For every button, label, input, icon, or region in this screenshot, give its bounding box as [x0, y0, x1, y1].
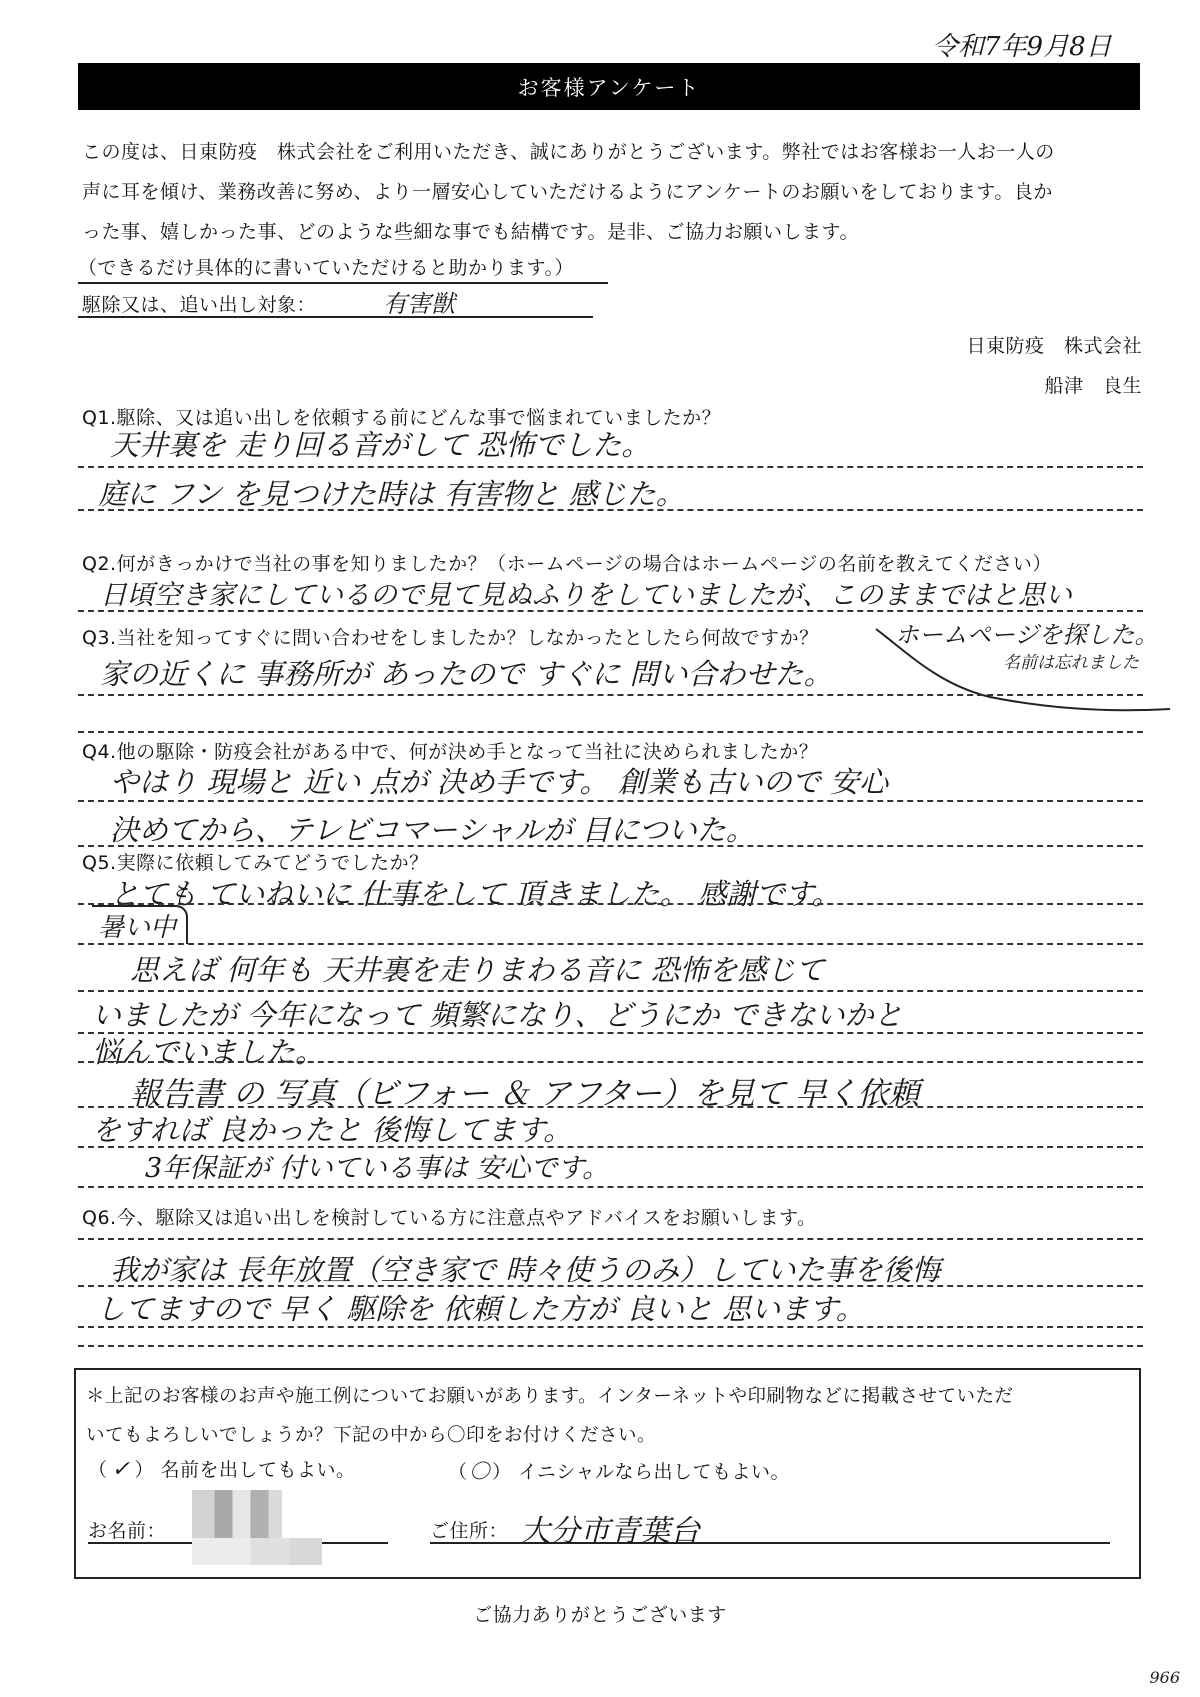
name-label: お名前： [88, 1520, 167, 1542]
q5-answer-line-8: 3年保証が 付いている事は 安心です。 [145, 1153, 610, 1184]
company-person: 船津 良生 [1044, 375, 1142, 397]
answer-line [78, 800, 1143, 802]
answer-line [78, 845, 1143, 847]
target-value: 有害獣 [383, 290, 455, 318]
survey-date: 令和7年9月8日 [932, 32, 1112, 62]
q1-label: Q1.駆除、又は追い出しを依頼する前にどんな事で悩まれていましたか？ [82, 407, 722, 429]
answer-line [78, 1326, 1143, 1328]
q2-answer-line-1: 日頃空き家にしているので見て見ぬふりをしていましたが、このままではと思い [100, 580, 1072, 611]
address-label: ご住所： [430, 1520, 509, 1542]
option-name-label: 名前を出してもよい。 [160, 1459, 356, 1481]
intro-line-1: この度は、日東防疫 株式会社をご利用いただき、誠にありがとうございます。弊社ではお客様お一人お一人の [82, 141, 1055, 163]
answer-line [78, 1186, 1143, 1188]
q6-answer-line-2: してますので 早く 駆除を 依頼した方が 良いと 思います。 [96, 1292, 865, 1326]
consent-text-line-1: ＊上記のお客様のお声や施工例についてお願いがあります。インターネットや印刷物などに掲載させていただ [86, 1386, 1014, 1407]
answer-line [78, 903, 1143, 905]
q3-label: Q3.当社を知ってすぐに問い合わせをしましたか？しなかったとしたら何故ですか？ [82, 627, 819, 649]
q2-label: Q2.何がきっかけで当社の事を知りましたか？（ホームページの場合はホームページの名前を教えてください） [82, 553, 1052, 575]
consent-option-name[interactable]: （ ✓ ） 名前を出してもよい。 [88, 1457, 356, 1482]
q5-answer-line-7: をすれば 良かったと 後悔してます。 [92, 1113, 573, 1147]
intro-line-3: った事、嬉しかった事、どのような些細な事でも結構です。是非、ご協力お願いします。 [82, 221, 859, 243]
q5-answer-line-1: とても ていねいに 仕事をして 頂きました。 感謝です。 [110, 877, 841, 911]
address-field[interactable] [430, 1508, 1110, 1549]
q1-answer-line-1: 天井裏を 走り回る音がして 恐怖でした。 [110, 428, 651, 462]
name-redacted [192, 1490, 322, 1565]
q4-answer-line-1: やはり 現場と 近い 点が 決め手です。 創業も古いので 安心 [110, 765, 888, 799]
q6-answer-line-1: 我が家は 長年放置（空き家で 時々使うのみ）していた事を後悔 [110, 1253, 941, 1287]
consent-text-line-2: いてもよろしいでしょうか？下記の中から〇印をお付けください。 [86, 1425, 657, 1446]
q5-answer-line-3: 思えば 何年も 天井裏を走りまわる音に 恐怖を感じて [130, 953, 825, 987]
answer-line [78, 990, 1143, 992]
q3-answer-line-1: 家の近くに 事務所が あったので すぐに 問い合わせた。 [100, 657, 833, 691]
q5-label: Q5.実際に依頼してみてどうでしたか？ [82, 852, 429, 874]
answer-line [78, 1061, 1143, 1063]
q1-answer-line-2: 庭に フン を見つけた時は 有害物と 感じた。 [98, 477, 685, 511]
title-bar [78, 63, 1140, 110]
q4-label: Q4.他の駆除・防疫会社がある中で、何が決め手となって当社に決められましたか？ [82, 741, 819, 763]
circle-mark-icon: 〇 [469, 1459, 491, 1483]
q5-answer-line-4: いましたが 今年になって 頻繁になり、どうにか できないかと [92, 998, 903, 1032]
company-name: 日東防疫 株式会社 [966, 335, 1142, 357]
intro-note: （できるだけ具体的に書いていただけると助かります。） [78, 253, 608, 284]
address-value: 大分市青葉台 [520, 1514, 700, 1549]
footer-thanks: ご協力ありがとうございます [473, 1604, 727, 1626]
checkmark-icon: ✓ [111, 1457, 131, 1482]
answer-line [78, 509, 1143, 511]
answer-line [78, 1345, 1143, 1347]
page-number: 966 [1149, 1668, 1180, 1687]
q2-margin-note-2: 名前は忘れました [1003, 653, 1139, 673]
answer-line [78, 466, 1143, 468]
intro-line-2: 声に耳を傾け、業務改善に努め、より一層安心していただけるようにアンケートのお願いをしております。良か [82, 181, 1053, 203]
answer-line [78, 610, 1143, 612]
answer-line [78, 943, 1143, 945]
q5-insert-note: 暑い中 [92, 905, 188, 944]
option-initials-label: イニシャルなら出してもよい。 [518, 1461, 790, 1483]
q2-margin-note: ホームページを探した。 [895, 621, 1159, 649]
page-title: お客様アンケート [517, 75, 701, 100]
target-label: 駆除又は、追い出し対象： [82, 294, 317, 316]
arrow-annotation-icon [870, 625, 1200, 715]
q5-answer-line-6: 報告書 の 写真（ビフォー ＆ アフター）を見て 早く依頼 [130, 1076, 920, 1112]
answer-line [78, 1238, 1143, 1240]
answer-line [78, 694, 1143, 696]
target-field[interactable] [78, 288, 593, 318]
answer-line [78, 731, 1143, 733]
q5-answer-line-5: 悩んでいました。 [92, 1035, 325, 1069]
q6-label: Q6.今、駆除又は追い出しを検討している方に注意点やアドバイスをお願いします。 [82, 1207, 817, 1229]
q4-answer-line-2: 決めてから、テレビコマーシャルが 目についた。 [110, 813, 755, 847]
consent-option-initials[interactable]: （ 〇 ） イニシャルなら出してもよい。 [448, 1459, 790, 1483]
